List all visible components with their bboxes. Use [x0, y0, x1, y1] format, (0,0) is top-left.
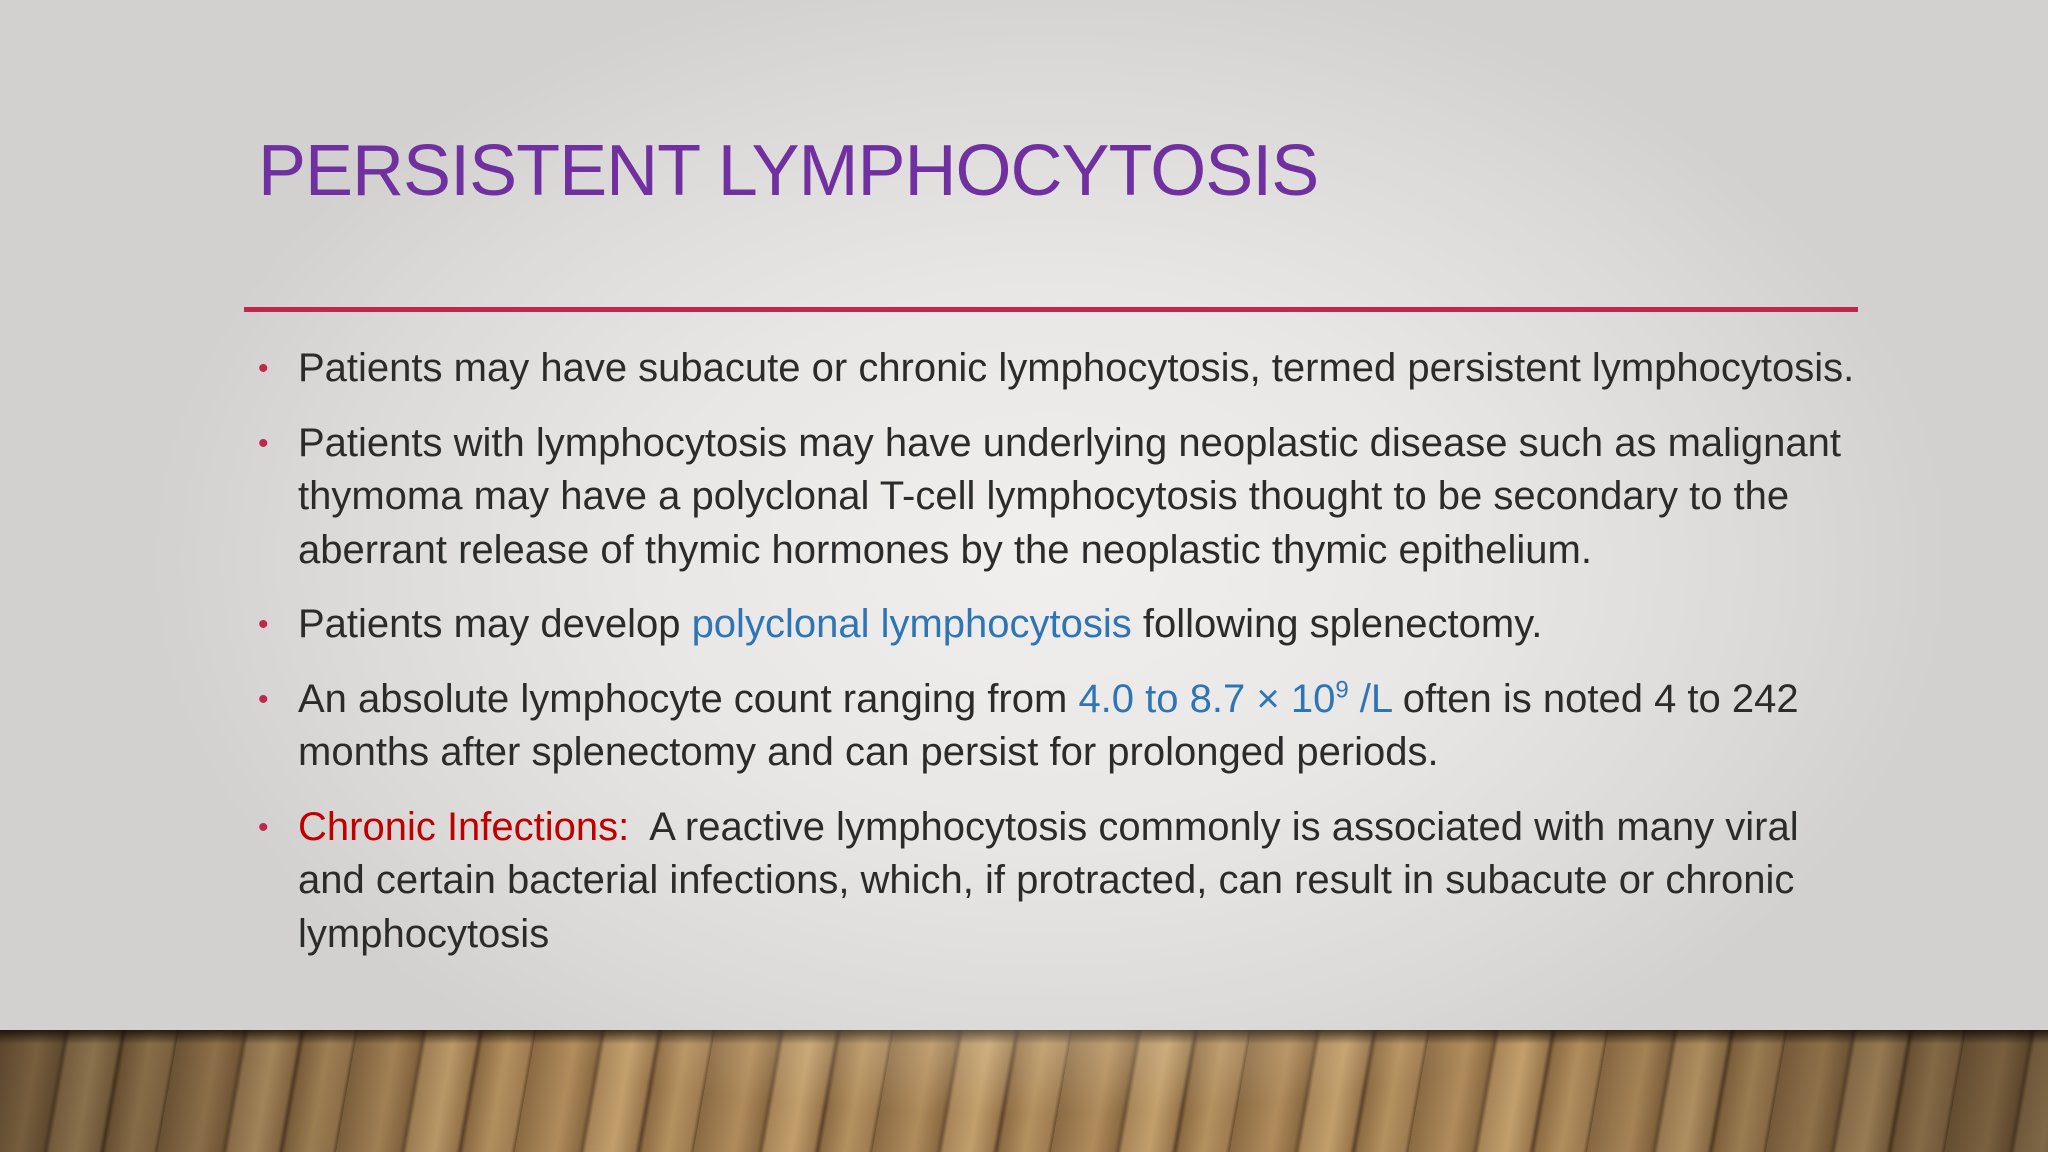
lymphocyte-range-link[interactable]: [1078, 677, 1391, 721]
bullet-text: Patients may have subacute or chronic lymphocytosis, termed persistent lymphocytosis.: [298, 346, 1855, 390]
bullet-item-lymphocyte-count: [258, 673, 1868, 780]
bullet-icon: •: [258, 608, 269, 641]
slide-title: PERSISTENT LYMPHOCYTOSIS: [258, 131, 1319, 211]
title-divider: [244, 307, 1858, 312]
bullet-text-after: A reactive lymphocytosis commonly is associated with many viral and certain bacterial infections, which, if protracted, can result in subacute or chronic lymphocytosis: [298, 804, 1810, 956]
bullet-item-neoplastic: [258, 417, 1868, 578]
bullet-item-persistent: [258, 342, 1868, 396]
bullet-item-chronic-infections: [258, 801, 1868, 962]
bullet-text: Patients with lymphocytosis may have underlying neoplastic disease such as malignant thymoma may have a polyclonal T-cell lymphocytosis thought to be secondary to the aberrant release of thymic hormones by the neoplastic thymic epithelium.: [298, 420, 1842, 572]
range-unit: /L: [1348, 676, 1392, 721]
bullet-item-splenectomy: [258, 598, 1868, 652]
bullet-text-after: often is noted 4 to 242 months after splenectomy and can persist for prolonged periods.: [298, 676, 1799, 774]
range-base: 4.0 to 8.7 × 10: [1078, 676, 1336, 721]
bullet-icon: •: [258, 810, 269, 844]
bullet-icon: •: [258, 352, 269, 385]
bullet-list: [258, 342, 1868, 982]
wood-floor-background: [0, 1030, 2048, 1152]
chronic-infections-label: Chronic Infections:: [298, 804, 630, 849]
bullet-icon: •: [258, 682, 269, 716]
bullet-icon: •: [258, 426, 269, 460]
bullet-text-before: An absolute lymphocyte count ranging from: [298, 676, 1079, 721]
range-exponent: 9: [1335, 676, 1349, 704]
bullet-text-after: following splenectomy.: [1131, 602, 1543, 646]
polyclonal-lymphocytosis-link[interactable]: polyclonal lymphocytosis: [691, 602, 1132, 646]
bullet-text-before: Patients may develop: [298, 602, 692, 646]
